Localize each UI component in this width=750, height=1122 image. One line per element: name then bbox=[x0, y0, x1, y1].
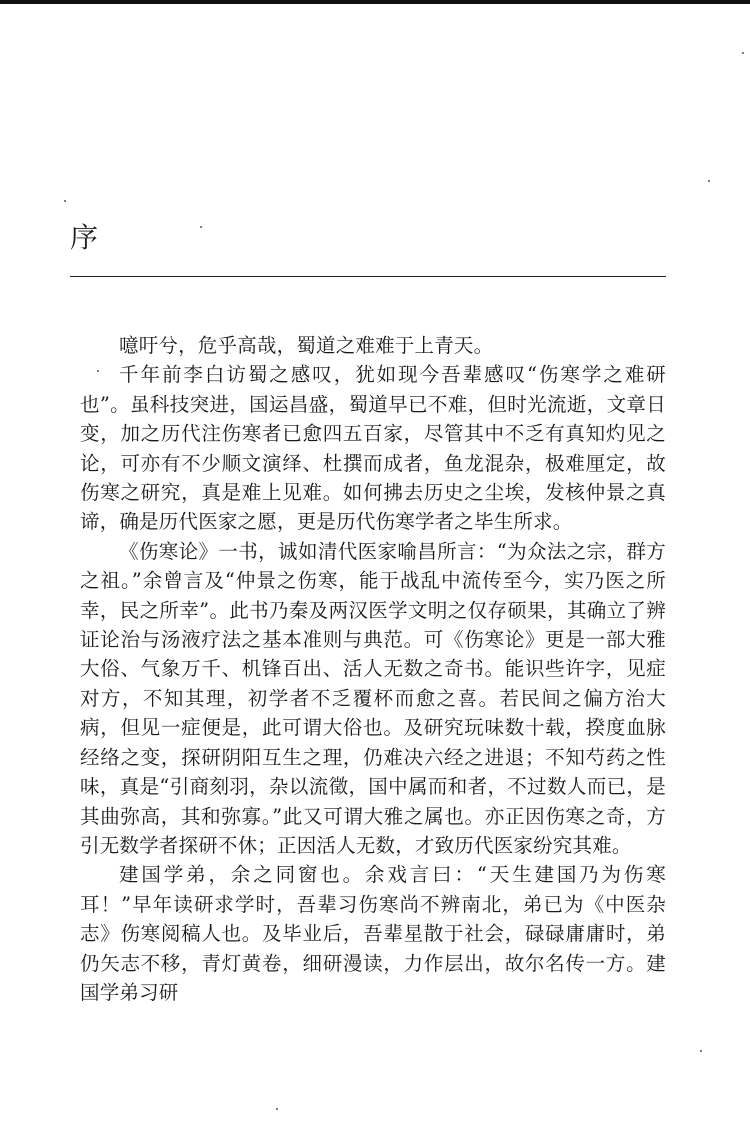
paragraph: 千年前李白访蜀之感叹，犹如现今吾辈感叹“伤寒学之难研也”。虽科技突进，国运昌盛，蜀道早已不难，但时光流逝，文章日变，加之历代注伤寒者已愈四五百家，尽管其中不乏有真知灼见之论，可亦有不少顺文演绎、杜撰而成者，鱼龙混杂，极难厘定，故伤寒之研究，真是难上见难。如何拂去历史之尘埃，发核仲景之真谛，确是历代医家之愿，更是历代伤寒学者之毕生所求。 bbox=[80, 363, 666, 534]
scan-speck bbox=[700, 1050, 702, 1052]
paragraph: 建国学弟，余之同窗也。余戏言曰：“天生建国乃为伤寒耳！”早年读研求学时，吾辈习伤寒尚不辨南北，弟已为《中医杂志》伤寒阅稿人也。及毕业后，吾辈星散于社会，碌碌庸庸时，弟仍矢志不移，青灯黄卷，细研漫读，力作层出，故尔名传一方。建国学弟习研 bbox=[80, 863, 666, 1004]
page-title: 序 bbox=[70, 221, 99, 254]
scan-speck bbox=[276, 1108, 278, 1110]
paragraph: 《伤寒论》一书，诚如清代医家喻昌所言：“为众法之宗，群方之祖。”余曾言及“仲景之伤寒，能于战乱中流传至今，实乃医之所幸，民之所幸”。此书乃秦及两汉医学文明之仅存硕果，其确立了辨证论治与汤液疗法之基本准则与典范。可《伤寒论》更是一部大雅大俗、气象万千、机锋百出、活人无数之奇书。能识些许字，见症对方，不知其理，初学者不乏覆杯而愈之喜。若民间之偏方治大病，但见一症便是，此可谓大俗也。及研究玩味数十载，揆度血脉经络之变，探研阴阳互生之理，仍难决六经之进退；不知芍药之性味，真是“引商刻羽，杂以流徵，国中属而和者，不过数人而已，是其曲弥高，其和弥寡。”此又可谓大雅之属也。亦正因伤寒之奇，方引无数学者探研不休；正因活人无数，才致历代医家纷究其难。 bbox=[80, 539, 666, 857]
scan-speck bbox=[708, 180, 710, 182]
preface-body bbox=[80, 331, 666, 1007]
scan-speck bbox=[200, 226, 202, 228]
page-top-edge bbox=[0, 0, 750, 4]
scan-speck bbox=[64, 200, 66, 202]
paragraph: 噫吁兮，危乎高哉，蜀道之难难于上青天。 bbox=[119, 334, 494, 357]
scan-speck bbox=[742, 52, 744, 54]
title-underline bbox=[70, 276, 666, 277]
